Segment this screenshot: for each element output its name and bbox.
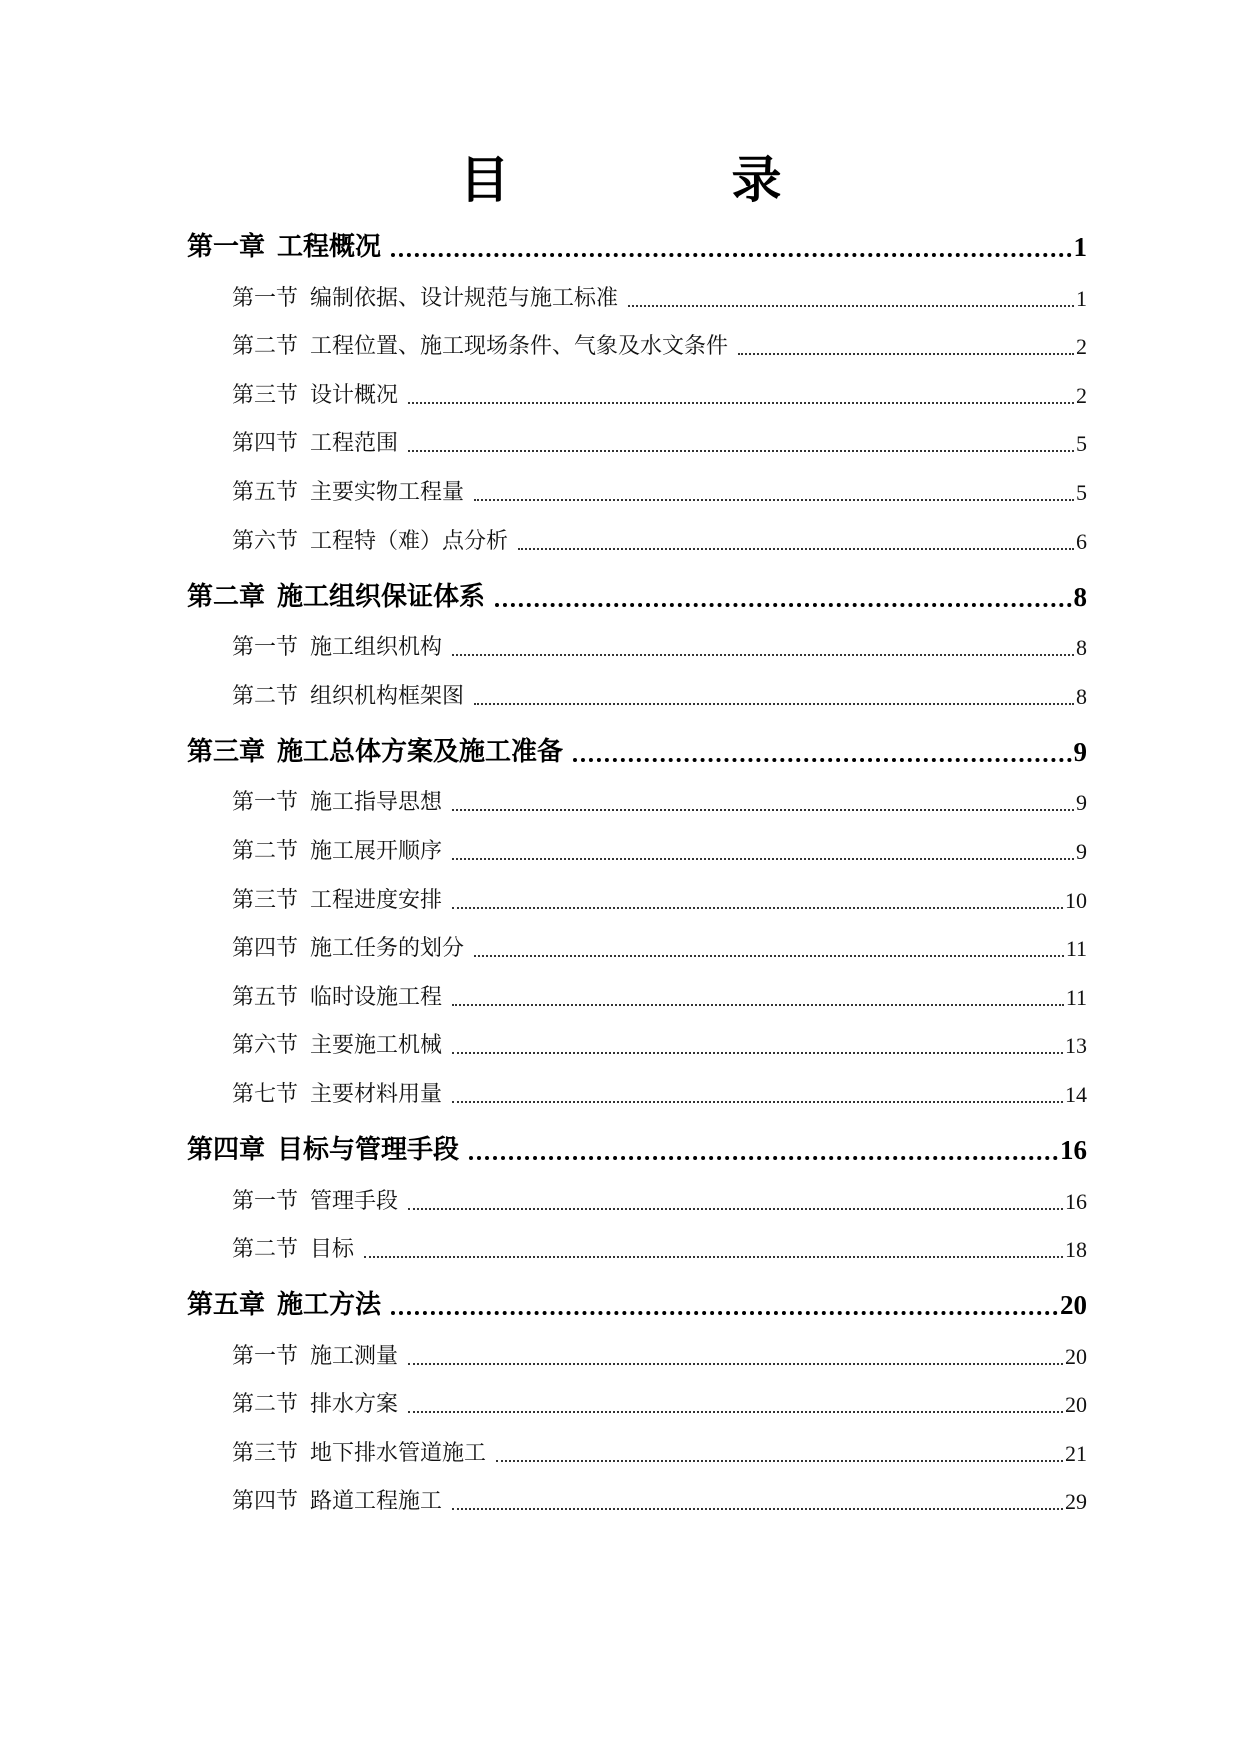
toc-entry-label: [232, 281, 618, 318]
dot-leader: [469, 1156, 1058, 1160]
toc-entry-label: [187, 226, 381, 269]
toc-entry-label: [232, 378, 398, 415]
toc-section-entry[interactable]: [187, 1221, 1087, 1270]
dot-leader: [391, 1311, 1058, 1315]
toc-section-entry[interactable]: [187, 318, 1087, 367]
toc-entry-label: [232, 834, 442, 871]
section-title: 排水方案: [310, 1392, 399, 1418]
section-number: 第三节: [232, 887, 299, 913]
page-number: 16: [1065, 1188, 1087, 1214]
toc-section-entry[interactable]: [187, 774, 1087, 823]
section-title: 地下排水管道施工: [310, 1440, 487, 1466]
section-title: 管理手段: [310, 1188, 399, 1214]
toc-section-entry[interactable]: [187, 1376, 1087, 1425]
dot-leader: [408, 1411, 1063, 1413]
toc-section-entry[interactable]: [187, 512, 1087, 561]
page-number: 11: [1065, 936, 1087, 962]
page-number: 16: [1060, 1134, 1087, 1165]
page-number: 18: [1065, 1237, 1087, 1263]
toc-entry-label: [232, 883, 442, 920]
chapter-title: 施工总体方案及施工准备: [277, 736, 564, 767]
page-number: 14: [1065, 1081, 1087, 1107]
dot-leader: [738, 353, 1074, 355]
section-title: 施工指导思想: [310, 790, 443, 816]
dot-leader: [391, 253, 1071, 257]
chapter-title: 施工方法: [277, 1290, 382, 1321]
chapter-number: 第五章: [187, 1290, 266, 1321]
page-number: 9: [1073, 736, 1087, 767]
section-title: 路道工程施工: [310, 1489, 443, 1515]
section-number: 第六节: [232, 528, 299, 554]
section-number: 第一节: [232, 1188, 299, 1214]
toc-section-entry[interactable]: [187, 463, 1087, 512]
section-title: 施工任务的划分: [310, 936, 465, 962]
toc-chapter-entry[interactable]: [187, 725, 1087, 774]
toc-entry-label: [232, 1028, 442, 1065]
dot-leader: [364, 1256, 1063, 1258]
section-title: 编制依据、设计规范与施工标准: [310, 285, 619, 311]
section-number: 第三节: [232, 1440, 299, 1466]
page-number: 29: [1065, 1489, 1087, 1515]
dot-leader: [496, 1460, 1063, 1462]
section-number: 第二节: [232, 1392, 299, 1418]
toc-entry-label: [232, 630, 442, 667]
toc-entry-label: [232, 1232, 354, 1269]
dot-leader: [408, 450, 1074, 452]
page-number: 1: [1076, 285, 1087, 311]
toc-entry-label: [187, 1129, 459, 1172]
toc-section-entry[interactable]: [187, 968, 1087, 1017]
section-number: 第七节: [232, 1081, 299, 1107]
section-title: 主要材料用量: [310, 1081, 443, 1107]
toc-section-entry[interactable]: [187, 415, 1087, 464]
section-number: 第一节: [232, 790, 299, 816]
section-title: 设计概况: [310, 382, 399, 408]
section-title: 主要施工机械: [310, 1033, 443, 1059]
dot-leader: [408, 1208, 1063, 1210]
page-number: 20: [1060, 1290, 1087, 1321]
toc-entry-label: [232, 1339, 398, 1376]
section-number: 第一节: [232, 1343, 299, 1369]
dot-leader: [452, 1101, 1063, 1103]
toc-section-entry[interactable]: [187, 871, 1087, 920]
section-title: 组织机构框架图: [310, 683, 465, 709]
toc-section-entry[interactable]: [187, 1424, 1087, 1473]
page-number: 5: [1076, 479, 1087, 505]
toc-entry-label: [232, 475, 464, 512]
page-number: 1: [1073, 232, 1087, 262]
toc-section-entry[interactable]: [187, 1065, 1087, 1114]
page-number: 20: [1065, 1343, 1087, 1369]
section-number: 第二节: [232, 1237, 299, 1263]
toc-chapter-entry[interactable]: [187, 570, 1087, 619]
chapter-title: 工程概况: [277, 232, 382, 262]
page-number: 20: [1065, 1392, 1087, 1418]
toc-section-entry[interactable]: [187, 1473, 1087, 1522]
page-number: 13: [1065, 1033, 1087, 1059]
dot-leader: [452, 1508, 1063, 1510]
toc-section-entry[interactable]: [187, 1172, 1087, 1221]
toc-entry-label: [232, 1184, 398, 1221]
section-number: 第五节: [232, 984, 299, 1010]
dot-leader: [474, 499, 1074, 501]
section-number: 第二节: [232, 838, 299, 864]
toc-entry-label: [232, 426, 398, 463]
toc-entry-label: [232, 1387, 398, 1424]
toc-entry-label: [232, 1484, 442, 1521]
toc-section-entry[interactable]: [187, 1327, 1087, 1376]
dot-leader: [452, 809, 1074, 811]
section-number: 第五节: [232, 479, 299, 505]
dot-leader: [452, 907, 1063, 909]
toc-entry-label: [232, 679, 464, 716]
page-number: 10: [1065, 887, 1087, 913]
toc-entry-label: [187, 1284, 381, 1327]
toc-section-entry[interactable]: [187, 366, 1087, 415]
section-title: 工程位置、施工现场条件、气象及水文条件: [310, 334, 729, 360]
toc-section-entry[interactable]: [187, 822, 1087, 871]
section-number: 第四节: [232, 936, 299, 962]
section-title: 施工展开顺序: [310, 838, 443, 864]
section-title: 工程特（难）点分析: [310, 528, 509, 554]
page-number: 2: [1076, 382, 1087, 408]
chapter-number: 第一章: [187, 232, 266, 262]
toc-entry-label: [232, 931, 464, 968]
chapter-title: 目标与管理手段: [277, 1134, 460, 1165]
page-number: 2: [1076, 334, 1087, 360]
dot-leader: [518, 548, 1074, 550]
toc-section-entry[interactable]: [187, 667, 1087, 716]
chapter-number: 第四章: [187, 1134, 266, 1165]
section-number: 第三节: [232, 382, 299, 408]
section-number: 第四节: [232, 431, 299, 457]
section-title: 工程进度安排: [310, 887, 443, 913]
page-number: 5: [1076, 431, 1087, 457]
toc-entry-label: [232, 980, 442, 1017]
toc-section-entry[interactable]: [187, 619, 1087, 668]
toc-chapter-entry[interactable]: [187, 220, 1087, 269]
toc-section-entry[interactable]: [187, 920, 1087, 969]
section-number: 第一节: [232, 285, 299, 311]
toc-entry-label: [232, 785, 442, 822]
section-title: 施工组织机构: [310, 635, 443, 661]
dot-leader: [573, 758, 1071, 762]
dot-leader: [474, 955, 1064, 957]
toc-chapter-entry[interactable]: [187, 1123, 1087, 1172]
page-number: 21: [1065, 1440, 1087, 1466]
section-number: 第二节: [232, 334, 299, 360]
toc-list: [187, 220, 1087, 1521]
page-number: 9: [1076, 790, 1087, 816]
toc-entry-label: [232, 1077, 442, 1114]
section-title: 临时设施工程: [310, 984, 443, 1010]
section-number: 第二节: [232, 683, 299, 709]
page-number: 8: [1076, 683, 1087, 709]
dot-leader: [452, 1004, 1064, 1006]
toc-entry-label: [232, 524, 508, 561]
toc-section-entry[interactable]: [187, 269, 1087, 318]
section-title: 主要实物工程量: [310, 479, 465, 505]
page-number: 8: [1076, 635, 1087, 661]
toc-entry-label: [187, 576, 485, 619]
section-title: 施工测量: [310, 1343, 399, 1369]
page-number: 8: [1073, 581, 1087, 612]
section-title: 目标: [310, 1237, 355, 1263]
toc-chapter-entry[interactable]: [187, 1278, 1087, 1327]
dot-leader: [408, 402, 1074, 404]
section-title: 工程范围: [310, 431, 399, 457]
toc-entry-label: [232, 329, 728, 366]
dot-leader: [628, 305, 1074, 307]
dot-leader: [495, 603, 1071, 607]
dot-leader: [408, 1363, 1063, 1365]
chapter-number: 第二章: [187, 581, 266, 612]
section-number: 第四节: [232, 1489, 299, 1515]
section-number: 第六节: [232, 1033, 299, 1059]
toc-title: 目 录: [459, 151, 868, 209]
page-number: 6: [1076, 528, 1087, 554]
chapter-title: 施工组织保证体系: [277, 581, 486, 612]
dot-leader: [452, 654, 1074, 656]
section-number: 第一节: [232, 635, 299, 661]
page-number: 11: [1065, 984, 1087, 1010]
toc-entry-label: [187, 731, 563, 774]
toc-entry-label: [232, 1436, 486, 1473]
page-number: 9: [1076, 838, 1087, 864]
toc-section-entry[interactable]: [187, 1017, 1087, 1066]
dot-leader: [452, 858, 1074, 860]
dot-leader: [474, 703, 1074, 705]
dot-leader: [452, 1052, 1063, 1054]
chapter-number: 第三章: [187, 736, 266, 767]
